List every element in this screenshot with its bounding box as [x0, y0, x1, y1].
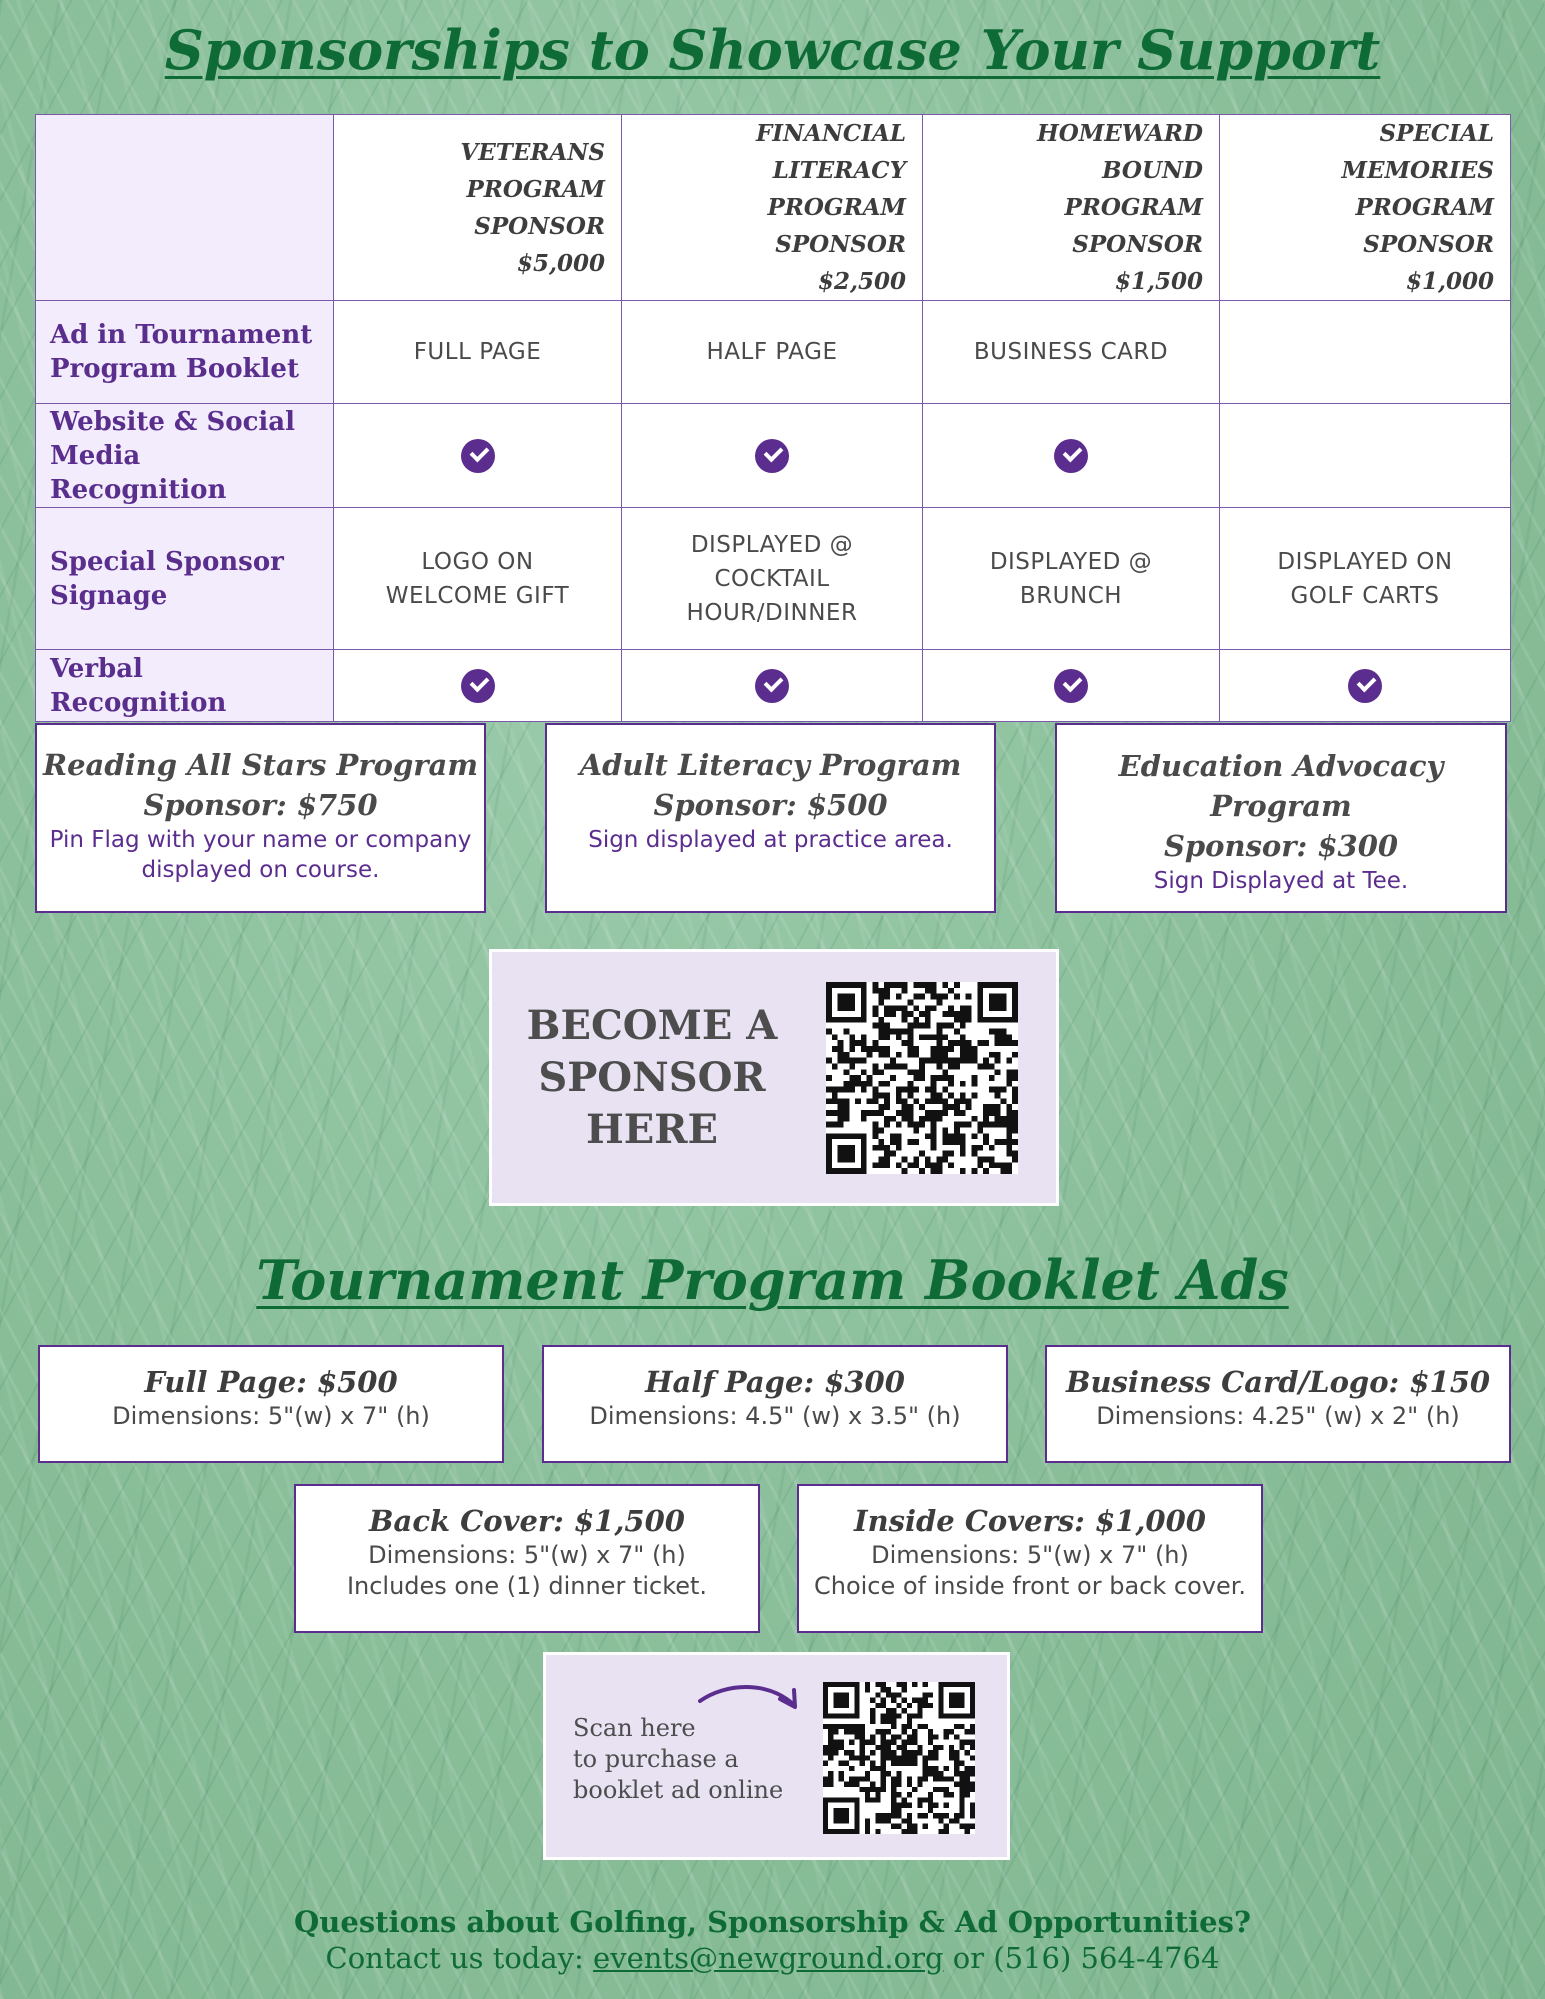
footer-contact [0, 1941, 1545, 1975]
cell-line: DISPLAYED @ [690, 531, 854, 558]
column-name: PROGRAM SPONSOR [466, 175, 605, 240]
cell-line: DISPLAYED ON [1277, 548, 1453, 575]
program-price: Sponsor: $300 [1163, 829, 1399, 863]
row-label-line: Website & Social [50, 406, 295, 437]
column-name: PROGRAM SPONSOR [1064, 194, 1203, 258]
program-box-reading-all-stars [35, 723, 486, 913]
program-title: Reading All Stars Program [42, 748, 478, 782]
table-cell [1220, 301, 1511, 404]
column-header-homeward-bound [923, 115, 1220, 301]
row-label [36, 301, 334, 404]
table-cell [334, 650, 622, 722]
program-box-adult-literacy [545, 723, 996, 913]
become-sponsor-card[interactable] [489, 949, 1059, 1206]
ad-box-back-cover [294, 1484, 760, 1633]
column-header-financial-literacy [622, 115, 923, 301]
ad-dimensions: Dimensions: 4.5" (w) x 3.5" (h) [589, 1402, 961, 1430]
cell-line: LOGO ON [421, 548, 534, 575]
cell-line: HOUR/DINNER [686, 599, 858, 626]
program-price: Sponsor: $500 [653, 788, 888, 822]
column-price: $1,000 [1405, 268, 1494, 295]
column-name: PROGRAM SPONSOR [1355, 194, 1494, 258]
scan-line: to purchase a [573, 1745, 739, 1773]
table-cell [923, 650, 1220, 722]
table-cell: BUSINESS CARD [923, 301, 1220, 404]
column-header-special-memories [1220, 115, 1511, 301]
program-description: displayed on course. [141, 857, 380, 883]
column-price: $5,000 [516, 249, 605, 277]
contact-prefix: Contact us today: [325, 1941, 594, 1975]
table-cell [334, 404, 622, 508]
become-sponsor-line: BECOME A [526, 1002, 778, 1049]
table-cell [622, 508, 923, 650]
program-description: Sign Displayed at Tee. [1153, 868, 1409, 894]
column-price: $1,500 [1114, 268, 1203, 295]
table-row [36, 508, 1511, 650]
table-cell [622, 650, 923, 722]
check-circle-icon [1348, 669, 1382, 703]
table-cell [1220, 404, 1511, 508]
cell-line: WELCOME GIFT [385, 582, 570, 609]
qr-code-icon[interactable] [826, 982, 1018, 1174]
check-circle-icon [755, 439, 789, 473]
table-cell: HALF PAGE [622, 301, 923, 404]
table-header-row [36, 115, 1511, 301]
program-price: Sponsor: $750 [143, 788, 378, 822]
email-link[interactable]: events@newground.org [593, 1941, 944, 1975]
program-title: Adult Literacy Program [579, 748, 962, 782]
scan-line: Scan here [573, 1714, 696, 1742]
ad-title: Business Card/Logo: $150 [1065, 1365, 1491, 1399]
check-circle-icon [461, 669, 495, 703]
ad-box-inside-covers [797, 1484, 1263, 1633]
ad-dimensions: Dimensions: 5"(w) x 7" (h) [368, 1541, 686, 1569]
become-sponsor-line: HERE [585, 1106, 718, 1153]
ad-box-business-card [1045, 1345, 1511, 1463]
page-title: Sponsorships to Showcase Your Support [164, 18, 1381, 82]
check-circle-icon [461, 439, 495, 473]
cell-line: COCKTAIL [714, 565, 830, 592]
table-row [36, 301, 1511, 404]
ad-dimensions: Dimensions: 4.25" (w) x 2" (h) [1096, 1402, 1460, 1430]
column-name: HOMEWARD BOUND [1036, 120, 1203, 184]
row-label-line: Program Booklet [50, 354, 299, 384]
sponsorship-table [35, 114, 1511, 722]
row-label-line: Ad in Tournament [50, 320, 313, 350]
column-price: $2,500 [817, 268, 906, 295]
ad-title: Half Page: $300 [645, 1365, 905, 1399]
table-corner-cell [36, 115, 334, 301]
become-sponsor-text [522, 1000, 782, 1156]
ad-title: Back Cover: $1,500 [369, 1504, 685, 1538]
scan-to-purchase-card[interactable] [543, 1652, 1010, 1860]
cell-line: GOLF CARTS [1290, 582, 1440, 609]
table-cell [923, 508, 1220, 650]
footer-question: Questions about Golfing, Sponsorship & Ad Opportunities? [294, 1905, 1251, 1939]
program-title: Education Advocacy Program [1118, 749, 1444, 823]
booklet-ads-title: Tournament Program Booklet Ads [256, 1248, 1289, 1312]
contact-phone: or (516) 564-4764 [943, 1941, 1220, 1975]
column-name: SPECIAL MEMORIES [1341, 120, 1494, 184]
table-cell [622, 404, 923, 508]
column-name: PROGRAM SPONSOR [767, 194, 906, 258]
table-row [36, 404, 1511, 508]
column-header-veterans [334, 115, 622, 301]
scan-text [573, 1713, 803, 1806]
cell-line: DISPLAYED @ [989, 548, 1153, 575]
table-cell [334, 508, 622, 650]
row-label [36, 650, 334, 722]
table-row [36, 650, 1511, 722]
qr-code-icon[interactable] [823, 1682, 975, 1834]
scan-line: booklet ad online [573, 1776, 784, 1804]
program-description: Pin Flag with your name or company [49, 827, 472, 853]
ad-note: Includes one (1) dinner ticket. [346, 1572, 708, 1600]
ad-dimensions: Dimensions: 5"(w) x 7" (h) [112, 1402, 430, 1430]
row-label-line: Verbal Recognition [50, 653, 227, 718]
table-cell [1220, 650, 1511, 722]
ad-box-full-page [38, 1345, 504, 1463]
program-description: Sign displayed at practice area. [588, 827, 953, 853]
row-label [36, 404, 334, 508]
check-circle-icon [755, 669, 789, 703]
column-name: VETERANS [460, 138, 605, 166]
program-box-education-advocacy [1055, 723, 1507, 913]
check-circle-icon [1054, 669, 1088, 703]
table-cell: FULL PAGE [334, 301, 622, 404]
row-label [36, 508, 334, 650]
row-label-line: Special Sponsor [50, 546, 284, 577]
table-cell [923, 404, 1220, 508]
curved-arrow-icon [696, 1679, 806, 1719]
check-circle-icon [1054, 439, 1088, 473]
row-label-line: Media Recognition [50, 440, 227, 505]
column-name: FINANCIAL LITERACY [755, 120, 906, 184]
ad-title: Inside Covers: $1,000 [854, 1504, 1206, 1538]
ad-box-half-page [542, 1345, 1008, 1463]
row-label-line: Signage [50, 580, 168, 611]
table-cell [1220, 508, 1511, 650]
ad-title: Full Page: $500 [144, 1365, 398, 1399]
become-sponsor-line: SPONSOR [538, 1054, 766, 1101]
cell-line: BRUNCH [1019, 582, 1123, 609]
ad-dimensions: Dimensions: 5"(w) x 7" (h) [871, 1541, 1189, 1569]
ad-note: Choice of inside front or back cover. [813, 1572, 1247, 1600]
